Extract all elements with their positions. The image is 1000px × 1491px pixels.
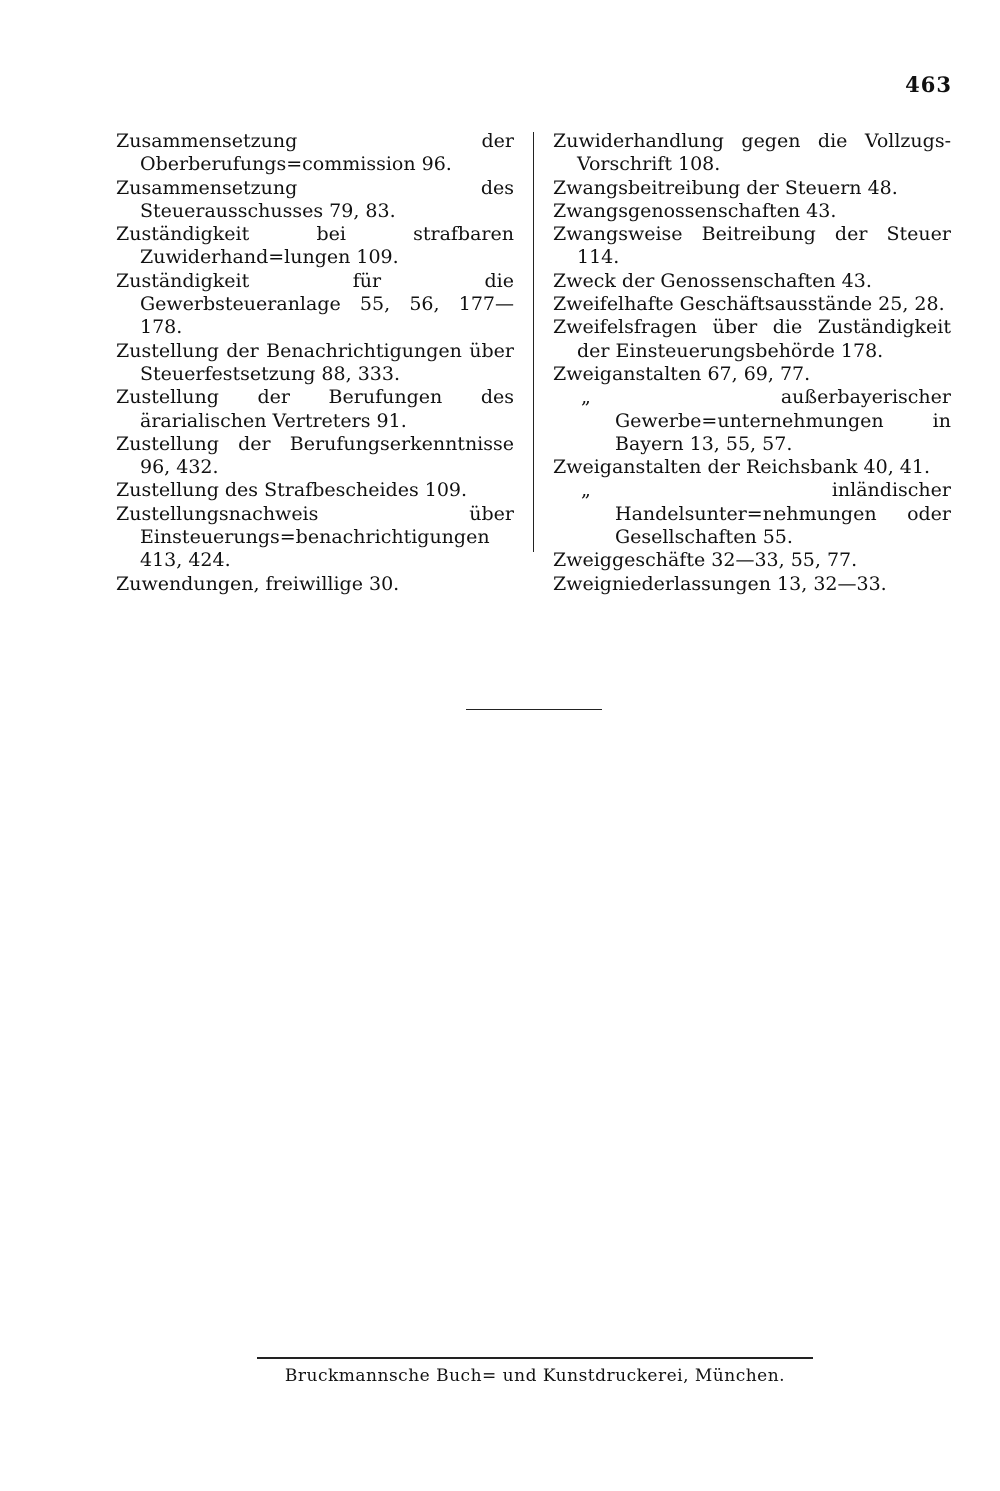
index-column-right xyxy=(553,130,951,596)
page-number: 463 xyxy=(905,72,952,97)
index-entry: Zuwendungen, freiwillige 30. xyxy=(116,572,400,595)
index-entry: Zusammensetzung des Steuerausschusses 79, 83. xyxy=(116,176,514,222)
index-entry: Zustellung der Berufungen des ärarialischen Vertreters 91. xyxy=(116,386,514,432)
index-entry: Zwangsbeitreibung der Steuern 48. xyxy=(553,176,898,199)
index-entry: Zweiganstalten der Reichsbank 40, 41. xyxy=(553,456,930,479)
footer-rule xyxy=(257,1357,813,1359)
index-entry: Zustellung der Berufungserkenntnisse 96, 432. xyxy=(116,432,514,479)
index-entry: Zuständigkeit für die Gewerbsteueranlage 55, 56, 177—178. xyxy=(116,269,514,339)
index-entry: Zustellungsnachweis über Einsteuerungs=benachrichtigungen 413, 424. xyxy=(116,502,514,572)
index-subentry: „ inländischer Handelsunter=nehmungen oder Gesellschaften 55. xyxy=(581,479,951,549)
section-end-rule xyxy=(466,709,602,710)
index-entry: Zustellung des Strafbescheides 109. xyxy=(116,479,468,502)
column-divider xyxy=(533,132,534,552)
index-entry: Zuständigkeit bei strafbaren Zuwiderhand=lungen 109. xyxy=(116,223,514,269)
index-entry: Zwangsgenossenschaften 43. xyxy=(553,199,837,222)
index-entry: Zweigniederlassungen 13, 32—33. xyxy=(553,572,887,595)
index-entry: Zusammensetzung der Oberberufungs=commission 96. xyxy=(116,130,514,176)
index-column-left xyxy=(116,130,514,596)
index-entry: Zuwiderhandlung gegen die Vollzugs-Vorschrift 108. xyxy=(553,130,951,176)
index-entry: Zustellung der Benachrichtigungen über Steuerfestsetzung 88, 333. xyxy=(116,339,514,385)
printer-imprint: Bruckmannsche Buch= und Kunstdruckerei, München. xyxy=(284,1366,786,1386)
index-entry: Zwangsweise Beitreibung der Steuer 114. xyxy=(553,223,951,269)
index-entry: Zweiganstalten 67, 69, 77. xyxy=(553,362,811,385)
index-entry: Zweiggeschäfte 32—33, 55, 77. xyxy=(553,549,858,572)
index-entry: Zweifelsfragen über die Zuständigkeit der Einsteuerungsbehörde 178. xyxy=(553,316,951,362)
index-entry: Zweck der Genossenschaften 43. xyxy=(553,269,872,292)
index-entry: Zweifelhafte Geschäftsausstände 25, 28. xyxy=(553,293,945,316)
index-subentry: „ außerbayerischer Gewerbe=unternehmungen in Bayern 13, 55, 57. xyxy=(581,386,951,455)
